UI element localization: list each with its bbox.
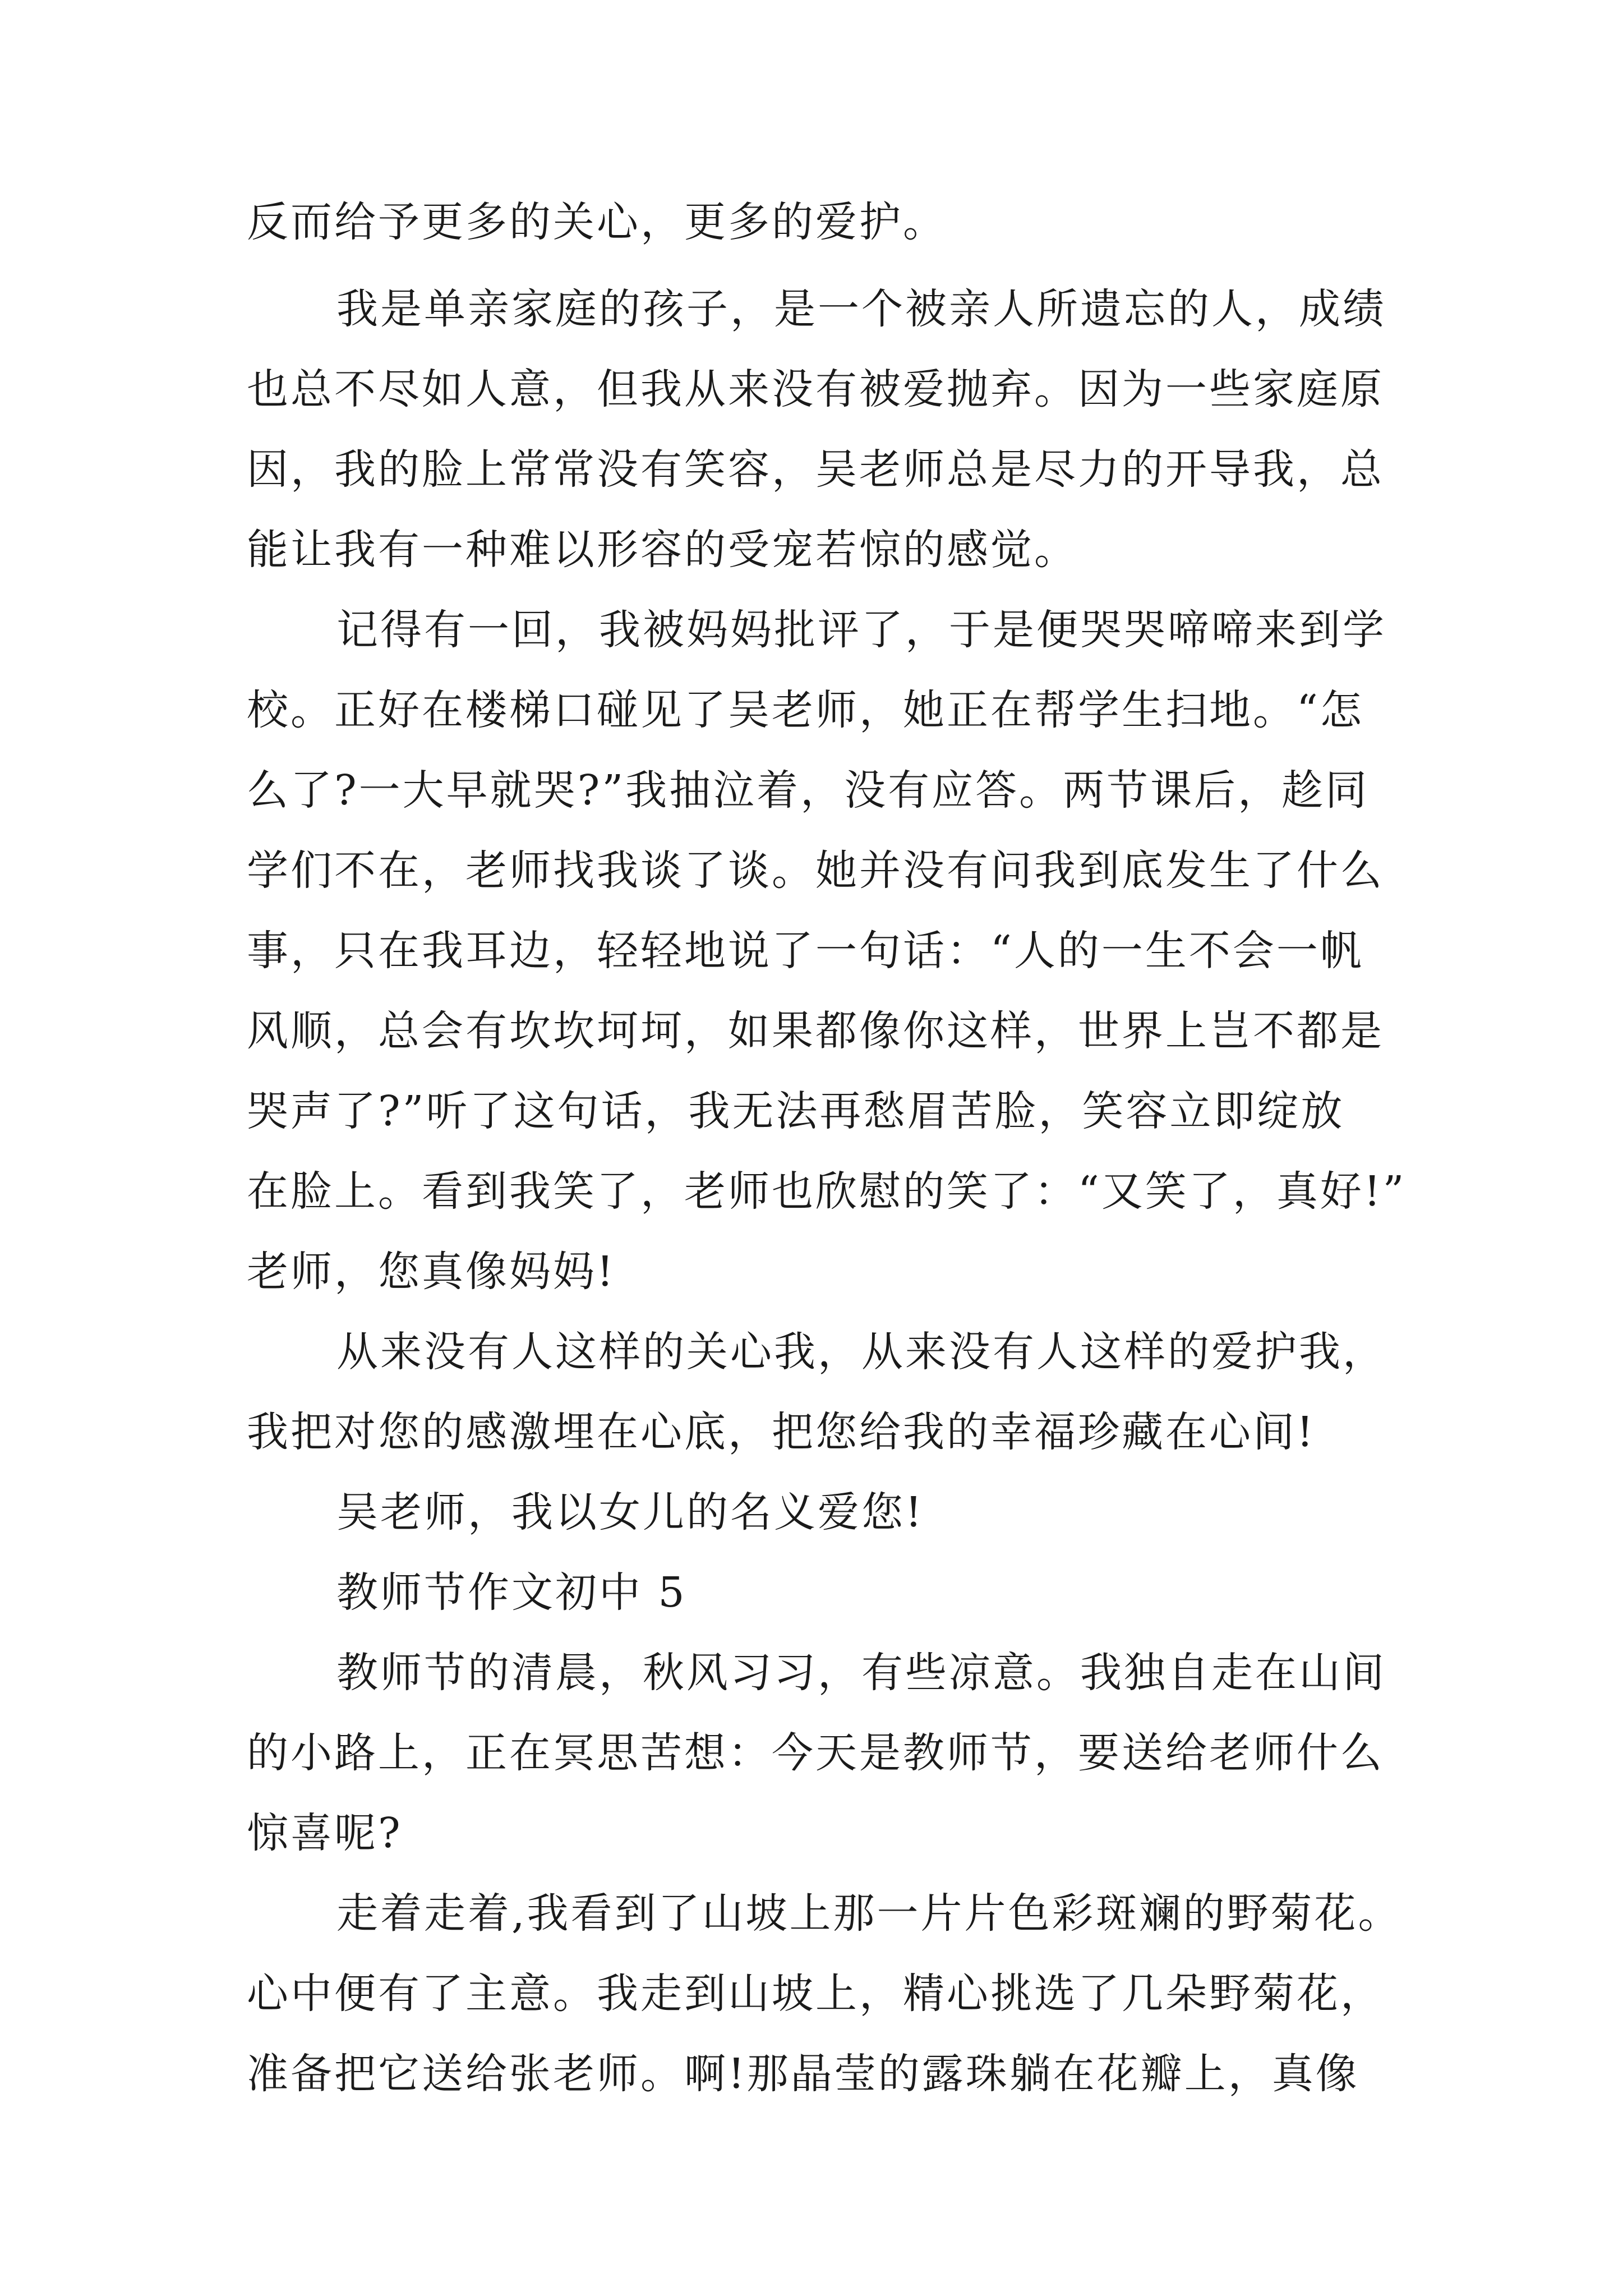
text-line: 心中便有了主意。我走到山坡上，精心挑选了几朵野菊花， bbox=[247, 1970, 1384, 2018]
text-line: 记得有一回，我被妈妈批评了，于是便哭哭啼啼来到学 bbox=[336, 606, 1386, 654]
text-line: 校。正好在楼梯口碰见了吴老师，她正在帮学生扫地。“怎 bbox=[247, 686, 1364, 734]
text-line: 惊喜呢? bbox=[247, 1809, 403, 1857]
text-line: 风顺，总会有坎坎坷坷，如果都像你这样，世界上岂不都是 bbox=[247, 1007, 1384, 1055]
text-line: 事，只在我耳边，轻轻地说了一句话：“人的一生不会一帆 bbox=[247, 927, 1364, 975]
text-line: 学们不在，老师找我谈了谈。她并没有问我到底发生了什么 bbox=[247, 846, 1384, 895]
text-line: 走着走着,我看到了山坡上那一片片色彩斑斓的野菊花。 bbox=[336, 1889, 1402, 1938]
text-line: 我是单亲家庭的孩子，是一个被亲人所遗忘的人，成绩 bbox=[336, 285, 1386, 333]
text-line: 准备把它送给张老师。啊!那晶莹的露珠躺在花瓣上，真像 bbox=[247, 2050, 1359, 2098]
text-line: 反而给予更多的关心，更多的爱护。 bbox=[247, 198, 947, 246]
text-line: 也总不尽如人意，但我从来没有被爱抛弃。因为一些家庭原 bbox=[247, 365, 1384, 413]
section-heading: 教师节作文初中 5 bbox=[336, 1568, 687, 1617]
text-line: 因，我的脸上常常没有笑容，吴老师总是尽力的开导我，总 bbox=[247, 445, 1384, 494]
text-line: 老师，您真像妈妈! bbox=[247, 1248, 616, 1296]
text-line: 么了?一大早就哭?”我抽泣着，没有应答。两节课后，趁同 bbox=[247, 766, 1370, 815]
text-line: 在脸上。看到我笑了，老师也欣慰的笑了：“又笑了，真好!” bbox=[247, 1167, 1407, 1216]
text-line: 能让我有一种难以形容的受宠若惊的感觉。 bbox=[247, 526, 1078, 574]
text-line: 从来没有人这样的关心我，从来没有人这样的爱护我， bbox=[336, 1328, 1386, 1376]
text-line: 的小路上，正在冥思苦想：今天是教师节，要送给老师什么 bbox=[247, 1729, 1384, 1777]
text-line: 教师节的清晨，秋风习习，有些凉意。我独自走在山间 bbox=[336, 1649, 1386, 1697]
text-line: 吴老师，我以女儿的名义爱您! bbox=[336, 1488, 924, 1536]
text-line: 我把对您的感激埋在心底，把您给我的幸福珍藏在心间! bbox=[247, 1408, 1316, 1456]
text-line: 哭声了?”听了这句话，我无法再愁眉苦脸，笑容立即绽放 bbox=[247, 1087, 1345, 1135]
